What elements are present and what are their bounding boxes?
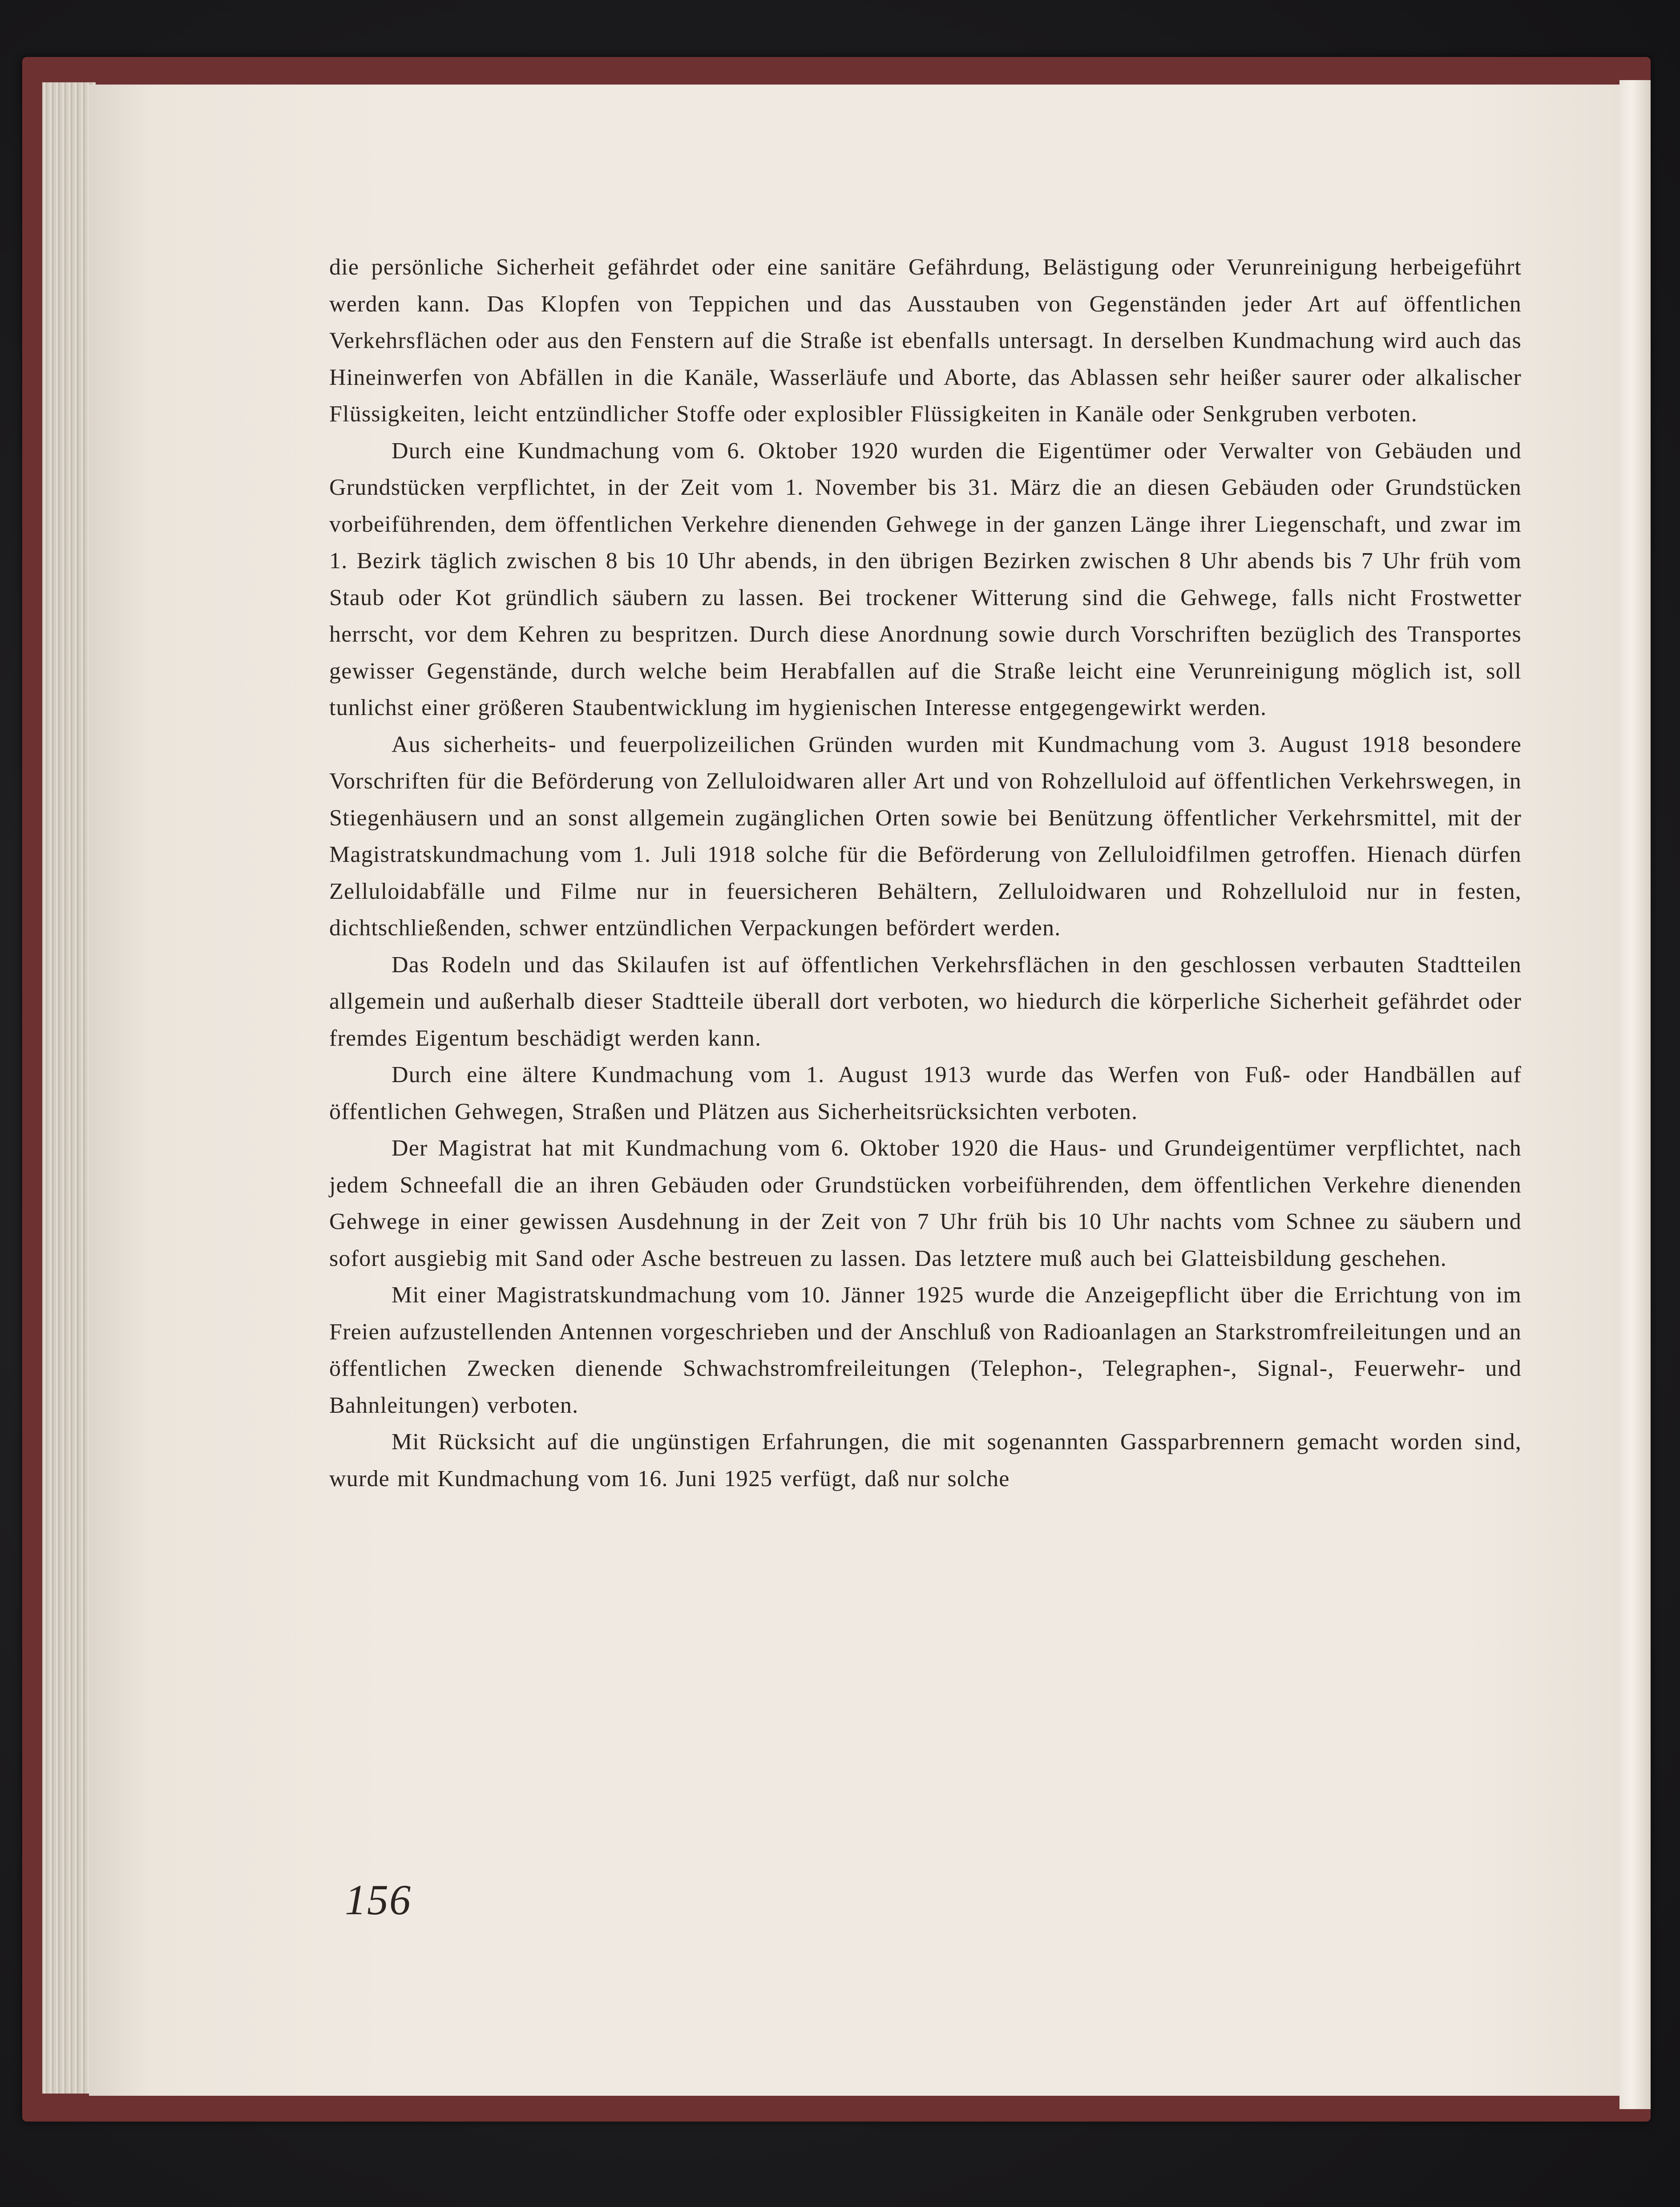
paragraph-3: Aus sicherheits- und feuerpolizeilichen Gründen wurden mit Kundmachung vom 3. August 1918 besondere Vorschriften für die Beförderung von Zelluloidwaren aller Art und von Rohzelluloid auf öffentlichen Verkehrswegen, in Stiegenhäusern und an sonst allgemein zugänglichen Orten sowie bei Benützung öffentlicher Verkehrsmittel, mit der Magistratskundmachung vom 1. Juli 1918 solche für die Beförderung von Zelluloidfilmen getroffen. Hienach dürfen Zelluloidabfälle und Filme nur in feuersicheren Behältern, Zelluloidwaren und Rohzelluloid nur in festen, dichtschließenden, schwer entzündlichen Verpackungen befördert werden. [329, 732, 1522, 941]
paragraph-1: die persönliche Sicherheit gefährdet oder eine sanitäre Gefährdung, Belästigung oder Verunreinigung herbeigeführt werden kann. Das Klopfen von Teppichen und das Ausstauben von Gegenständen jeder Art auf öffentlichen Verkehrsflächen oder aus den Fenstern auf die Straße ist ebenfalls untersagt. In derselben Kundmachung wird auch das Hineinwerfen von Abfällen in die Kanäle, Wasserläufe und Aborte, das Ablassen sehr heißer saurer oder alkalischer Flüssigkeiten, leicht entzündlicher Stoffe oder explosibler Flüssigkeiten in Kanäle oder Senkgruben verboten. [329, 255, 1522, 427]
page-edges [42, 82, 96, 2094]
right-page-edge [1619, 80, 1651, 2109]
paragraph-6: Der Magistrat hat mit Kundmachung vom 6. Oktober 1920 die Haus- und Grundeigentümer verpflichtet, nach jedem Schneefall die an ihren Gebäuden oder Grundstücken vorbeiführenden, dem öffentlichen Verkehre dienenden Gehwege in einer gewissen Ausdehnung in der Zeit von 7 Uhr früh bis 10 Uhr nachts vom Schnee zu säubern und sofort ausgiebig mit Sand oder Asche bestreuen zu lassen. Das letztere muß auch bei Glatteisbildung geschehen. [329, 1136, 1522, 1271]
paragraph-7: Mit einer Magistratskundmachung vom 10. Jänner 1925 wurde die Anzeigepflicht über die Errichtung von im Freien aufzustellenden Antennen vorgeschrieben und der Anschluß von Radioanlagen an Starkstromfreileitungen und an öffentlichen Zwecken dienende Schwachstromfreileitungen (Telephon-, Telegraphen-, Signal-, Feuerwehr- und Bahnleitungen) verboten. [329, 1282, 1522, 1418]
body-text [329, 249, 1522, 1497]
paragraph-5: Durch eine ältere Kundmachung vom 1. August 1913 wurde das Werfen von Fuß- oder Handbällen auf öffentlichen Gehwegen, Straßen und Plätzen aus Sicherheitsrücksichten verboten. [329, 1062, 1522, 1124]
paragraph-8: Mit Rücksicht auf die ungünstigen Erfahrungen, die mit sogenannten Gassparbrennern gemacht worden sind, wurde mit Kundmachung vom 16. Juni 1925 verfügt, daß nur solche [329, 1429, 1522, 1492]
paragraph-4: Das Rodeln und das Skilaufen ist auf öffentlichen Verkehrsflächen in den geschlossen verbauten Stadtteilen allgemein und außerhalb dieser Stadtteile überall dort verboten, wo hiedurch die körperliche Sicherheit gefährdet oder fremdes Eigentum beschädigt werden kann. [329, 952, 1522, 1051]
page-number: 156 [345, 1876, 412, 1924]
paragraph-2: Durch eine Kundmachung vom 6. Oktober 1920 wurden die Eigentümer oder Verwalter von Gebäuden und Grundstücken verpflichtet, in der Zeit vom 1. November bis 31. März die an diesen Gebäuden oder Grundstücken vorbeiführenden, dem öffentlichen Verkehre dienenden Gehwege in der ganzen Länge ihrer Liegenschaft, und zwar im 1. Bezirk täglich zwischen 8 bis 10 Uhr abends, in den übrigen Bezirken zwischen 8 Uhr abends bis 7 Uhr früh vom Staub oder Kot gründlich säubern zu lassen. Bei trockener Witterung sind die Gehwege, falls nicht Frostwetter herrscht, vor dem Kehren zu bespritzen. Durch diese Anordnung sowie durch Vorschriften bezüglich des Transportes gewisser Gegenstände, durch welche beim Herabfallen auf die Straße leicht eine Verunreinigung möglich ist, soll tunlichst einer größeren Staubentwicklung im hygienischen Interesse entgegengewirkt werden. [329, 438, 1522, 720]
